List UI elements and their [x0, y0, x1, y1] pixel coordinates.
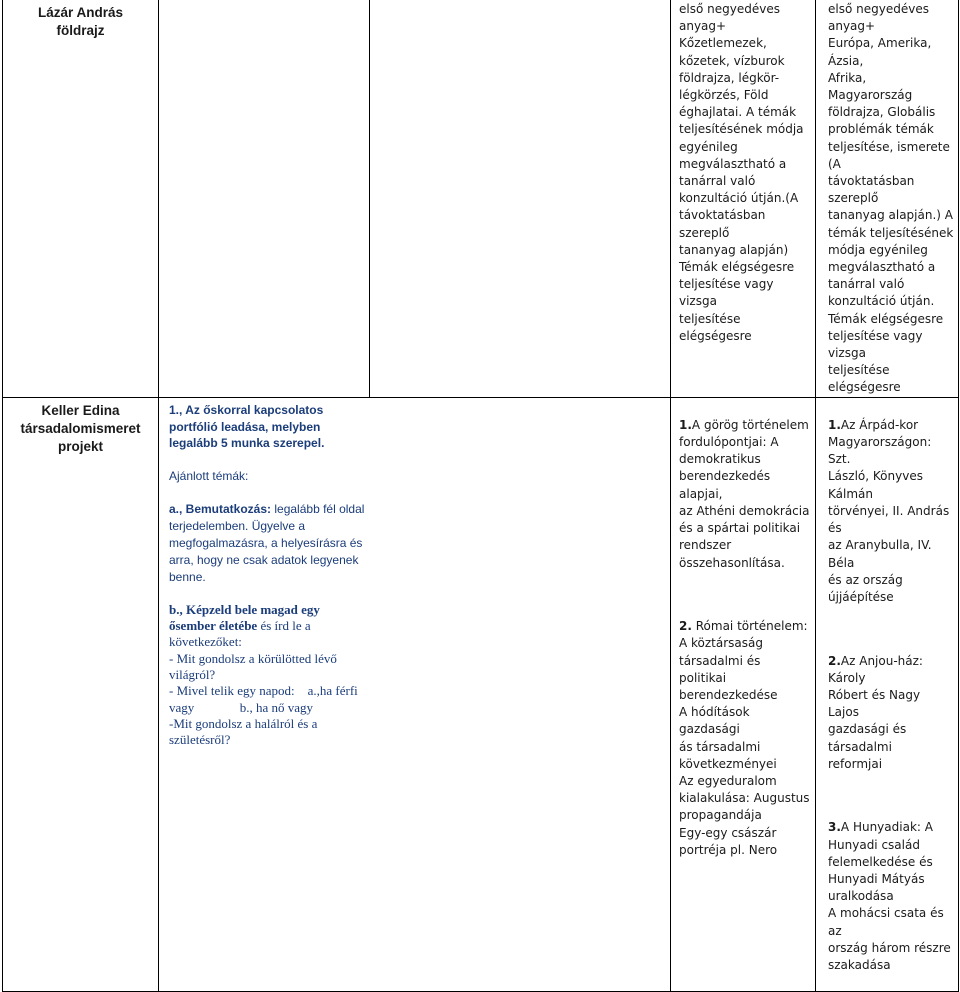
- hunyadi-text: A Hunyadiak: A Hunyadi család felemelkedése és Hunyadi Mátyás uralkodása A mohácsi csata és az ország három részre szakadása: [828, 820, 951, 972]
- arpad-era-text: Az Árpád-kor Magyarországon: Szt. László, Könyves Kálmán törvényei, II. András és az Aranybulla, IV. Béla és az ország újjáépítése: [828, 417, 950, 604]
- first-semester-cell: [671, 397, 816, 992]
- first-semester-cell: [671, 0, 816, 397]
- task-a-label: a., Bemutatkozás:: [169, 502, 272, 517]
- task-title: 1., Az őskorral kapcsolatos portfólió leadása, melyben legalább 5 munka szerepel.: [169, 402, 325, 451]
- teacher-cell: [3, 0, 159, 397]
- teacher-cell: [3, 397, 159, 992]
- item-number: 3.: [828, 820, 841, 835]
- task-cell: [159, 397, 671, 992]
- second-semester-cell: [816, 0, 959, 397]
- item-number: 2.: [828, 653, 841, 668]
- teacher-name: Lázár András: [37, 5, 124, 20]
- recommended-label: Ajánlott témák:: [169, 469, 249, 484]
- task-a-text: legalább fél oldal terjedelemben. Ügyelve a megfogalmazásra, a helyesírásra és arra, hogy ne csak adatok legyenek benne.: [169, 502, 365, 584]
- item-number: 2.: [679, 619, 692, 634]
- task-cell: [159, 0, 370, 397]
- second-semester-cell: [816, 397, 959, 992]
- spacer-cell: [370, 0, 671, 397]
- subject-name: földrajz: [56, 23, 105, 38]
- roman-history-text: Római történelem: A köztársaság társadalmi és politikai berendezkedése A hódítások gazdasági ás társadalmi következményei Az egyeduralom kialakulása: Augustus propagandája Egy-egy császár portréja pl. Nero: [679, 619, 810, 857]
- task-b-text: és írd le a következőket:: [169, 618, 311, 650]
- task-b-line3: -Mit gondolsz a halálról és a születésről?: [169, 715, 318, 748]
- task-b-label: b., Képzeld bele magad egy ősember életébe: [169, 601, 320, 634]
- task-b-line2: - Mivel telik egy napod: a.,ha férfi vagy b., ha nő vagy: [169, 683, 362, 715]
- curriculum-table: [2, 0, 959, 992]
- teacher-name: Keller Edina: [41, 402, 120, 418]
- second-semester-text: első negyedéves anyag+ Európa, Amerika, Ázsia, Afrika, Magyarország földrajza, Globális problémák témák teljesítése, ismerete (A távoktatásban szereplő tananyag alapján.) A témák teljesítésének módja egyénileg megválasztható a tanárral való konzultáció útján. Témák elégségesre teljesítése vagy vizsga teljesítése elégségesre: [828, 2, 954, 395]
- subject-name: társadalomismeret projekt: [20, 420, 141, 454]
- item-number: 1.: [828, 417, 841, 432]
- table-row: [3, 397, 959, 992]
- anjou-house-text: Az Anjou-ház: Károly Róbert és Nagy Lajos gazdasági és társadalmi reformjai: [828, 653, 923, 771]
- first-semester-text: első negyedéves anyag+ Kőzetlemezek, kőzetek, vízburok földrajza, légkör- légkörzés, Föld éghajlatai. A témák teljesítésének módja egyénileg megválasztható a tanárral való konzultáció útján.(A távoktatásban szereplő tananyag alapján) Témák elégségesre teljesítése vagy vizsga teljesítése elégségesre: [679, 2, 804, 343]
- table-row: [3, 0, 959, 397]
- task-b-line1: - Mit gondolsz a körülötted lévő világról?: [169, 650, 341, 683]
- item-number: 1.: [679, 417, 692, 432]
- greek-history-text: A görög történelem fordulópontjai: A demokratikus berendezkedés alapjai, az Athéni demokrácia és a spártai politikai rendszer összehasonlítása.: [679, 417, 810, 570]
